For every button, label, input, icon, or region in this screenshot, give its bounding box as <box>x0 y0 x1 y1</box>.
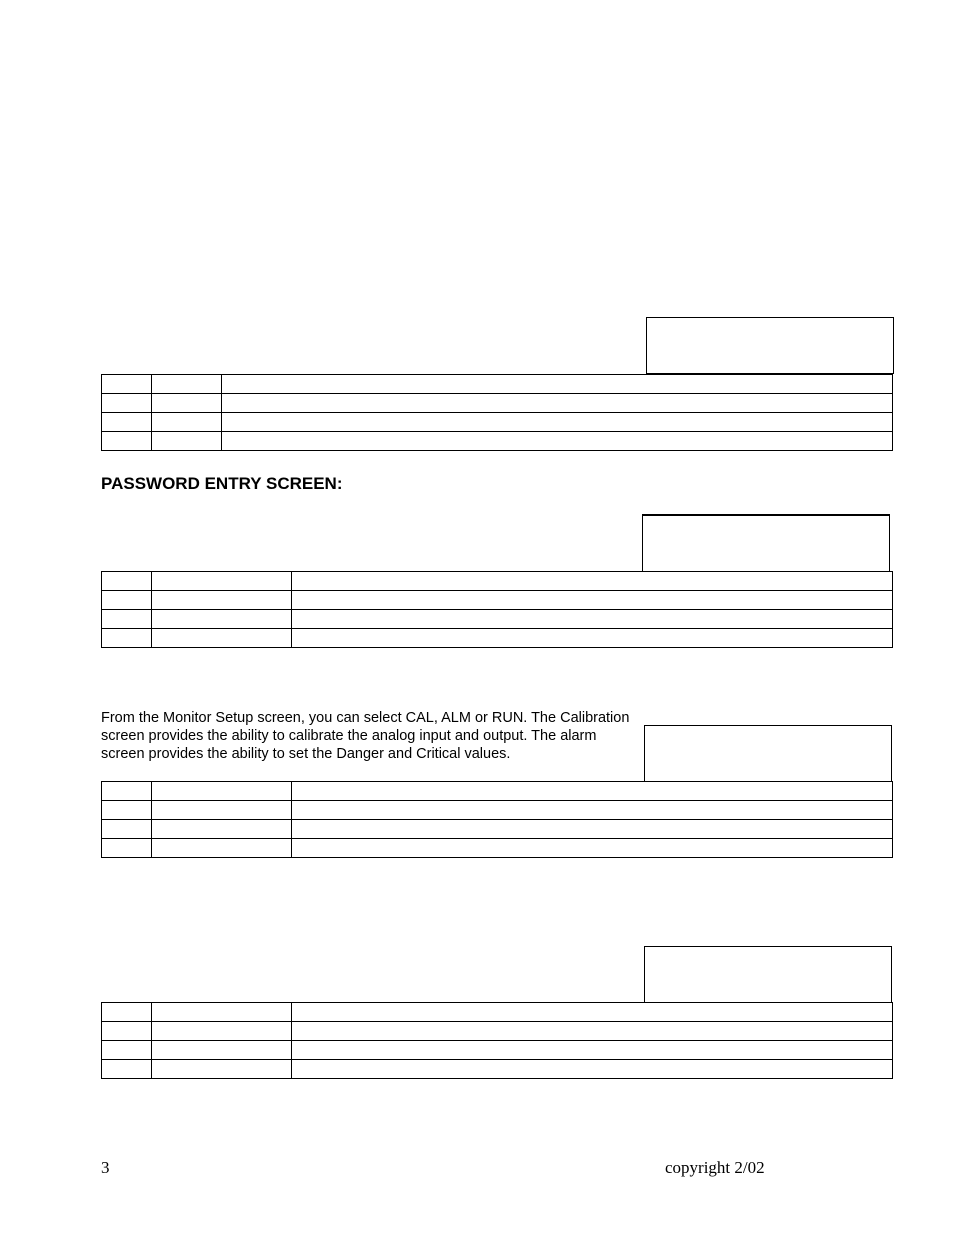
table-row <box>102 375 893 394</box>
key-table-2 <box>101 571 893 648</box>
table-row <box>102 629 893 648</box>
key-table-3 <box>101 781 893 858</box>
key-table-4 <box>101 1002 893 1079</box>
table-row <box>102 432 893 451</box>
table-row <box>102 591 893 610</box>
table-row <box>102 1041 893 1060</box>
table-row <box>102 782 893 801</box>
copyright-notice: copyright 2/02 <box>665 1158 765 1177</box>
table-row <box>102 413 893 432</box>
table-row <box>102 801 893 820</box>
table-row <box>102 572 893 591</box>
password-entry-heading: PASSWORD ENTRY SCREEN: <box>101 474 343 493</box>
screen-display-box-1 <box>646 317 894 374</box>
table-row <box>102 839 893 858</box>
monitor-setup-description: From the Monitor Setup screen, you can select CAL, ALM or RUN. The Calibration screen provides the ability to calibrate the analog input and output. The alarm screen provides the ability to set the Danger and Critical values. <box>101 710 630 762</box>
table-row <box>102 1022 893 1041</box>
page-number: 3 <box>101 1158 110 1177</box>
table-row <box>102 1060 893 1079</box>
key-table-1 <box>101 374 893 451</box>
screen-display-box-4 <box>644 946 892 1003</box>
table-row <box>102 1003 893 1022</box>
screen-display-box-3 <box>644 725 892 782</box>
screen-display-box-2 <box>642 514 890 572</box>
table-row <box>102 610 893 629</box>
table-row <box>102 820 893 839</box>
table-row <box>102 394 893 413</box>
